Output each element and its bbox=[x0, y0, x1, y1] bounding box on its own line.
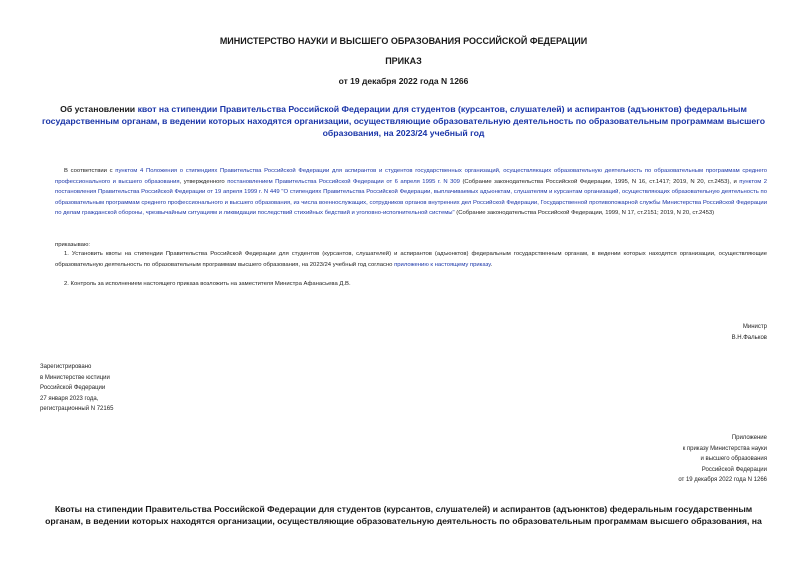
title-prefix: Об установлении bbox=[60, 104, 138, 114]
signature-name: В.Н.Фальков bbox=[731, 334, 767, 341]
title-link[interactable]: квот на стипендии Правительства Российской Федерации для студентов (курсантов, слушателей) и аспирантов (адъюнктов) федеральным государственным органам, в ведении которых находятся организации, осуществляющие образовательную деятельность по образовательным программам высшего образования, на 2023/24 учебный год bbox=[41, 104, 766, 138]
preamble-text-2: , утвержденного bbox=[179, 178, 228, 185]
item1-end: . bbox=[490, 261, 493, 268]
appendix-line-1: Приложение bbox=[731, 435, 767, 441]
preamble-text-4: (Собрание законодательства Российской Федерации, 1999, N 17, ст.2151; 2019, N 20, ст.2453) bbox=[454, 210, 715, 216]
order-item-2: 2. Контроль за исполнением настоящего приказа возложить на заместителя Министра Афанасьева Д.В. bbox=[64, 281, 351, 287]
order-date-number: от 19 декабря 2022 года N 1266 bbox=[338, 76, 469, 86]
appendix-line-3: и высшего образования bbox=[700, 456, 767, 462]
preamble-text-3: (Собрание законодательства Российской Федерации, 1995, N 16, ст.1417; 2019, N 20, ст.2453), и bbox=[459, 178, 740, 185]
registration-line-1: Зарегистрировано bbox=[40, 364, 92, 370]
signature-block bbox=[600, 322, 767, 343]
appendix-title: Квоты на стипендии Правительства Российской Федерации для студентов (курсантов, слушателей) и аспирантов (адъюнктов) федеральным государственным органам, в ведении которых находятся организации, осуществляющие образовательную деятельность по образовательным программам высшего образования, на bbox=[45, 504, 762, 526]
appendix-line-4: Российской Федерации bbox=[701, 466, 767, 473]
appendix-line-2: к приказу Министерства науки bbox=[682, 445, 767, 452]
doc-type-heading: ПРИКАЗ bbox=[385, 56, 422, 66]
appendix-line-5: от 19 декабря 2022 года N 1266 bbox=[678, 477, 767, 483]
registration-block bbox=[40, 362, 240, 415]
preamble-paragraph bbox=[55, 166, 767, 219]
preamble-link-2[interactable]: постановлением Правительства Российской Федерации от 6 апреля 1995 г. N 309 bbox=[227, 178, 460, 185]
preamble-link-3[interactable]: пунктом 2 постановления Правительства Российской Федерации от 19 апреля 1999 г. N 449 "О стипендиях Правительства Российской Федерации, выплачиваемых адъюнктам, слушателям и курсантам организаций, осуществляющих образовательную деятельность по образовательным программам среднего профессионального и высшего образования, из числа военнослужащих, сотрудников органов внутренних дел Российской Федерации, Государственной противопожарной службы Министерства Российской Федерации по делам гражданской обороны, чрезвычайным ситуациям и ликвидации последствий стихийных бедствий и уголовно-исполнительной системы" bbox=[55, 178, 768, 216]
registration-line-2: в Министерстве юстиции bbox=[40, 374, 110, 381]
item1-text: 1. Установить квоты на стипендии Правительства Российской Федерации для студентов (курсантов, слушателей) и аспирантов (адъюнктов) федеральным государственным органам, в ведении которых находятся организации, осуществляющие образовательную деятельность по образовательным программам высшего образования, на 2023/24 учебный год согласно bbox=[55, 251, 767, 268]
registration-line-5: регистрационный N 72165 bbox=[40, 406, 114, 412]
signature-position: Министр bbox=[742, 324, 767, 330]
preamble-text-1: В соответствии с bbox=[64, 168, 116, 174]
order-title bbox=[40, 103, 767, 139]
ordered-label: приказываю: bbox=[55, 242, 91, 248]
registration-line-4: 27 января 2023 года, bbox=[40, 395, 99, 402]
ministry-heading: МИНИСТЕРСТВО НАУКИ И ВЫСШЕГО ОБРАЗОВАНИЯ РОССИЙСКОЙ ФЕДЕРАЦИИ bbox=[219, 36, 588, 46]
preamble-link-1[interactable]: пунктом 4 Положения о стипендиях Правительства Российской Федерации для аспирантов и студентов государственных организаций, осуществляющих образовательную деятельность по образовательным программам среднего профессионального и высшего образования bbox=[55, 168, 767, 185]
order-item-1 bbox=[55, 249, 767, 270]
appendix-header-block bbox=[560, 433, 767, 486]
registration-line-3: Российской Федерации bbox=[40, 385, 106, 391]
appendix-link[interactable]: приложению к настоящему приказу bbox=[394, 261, 491, 268]
